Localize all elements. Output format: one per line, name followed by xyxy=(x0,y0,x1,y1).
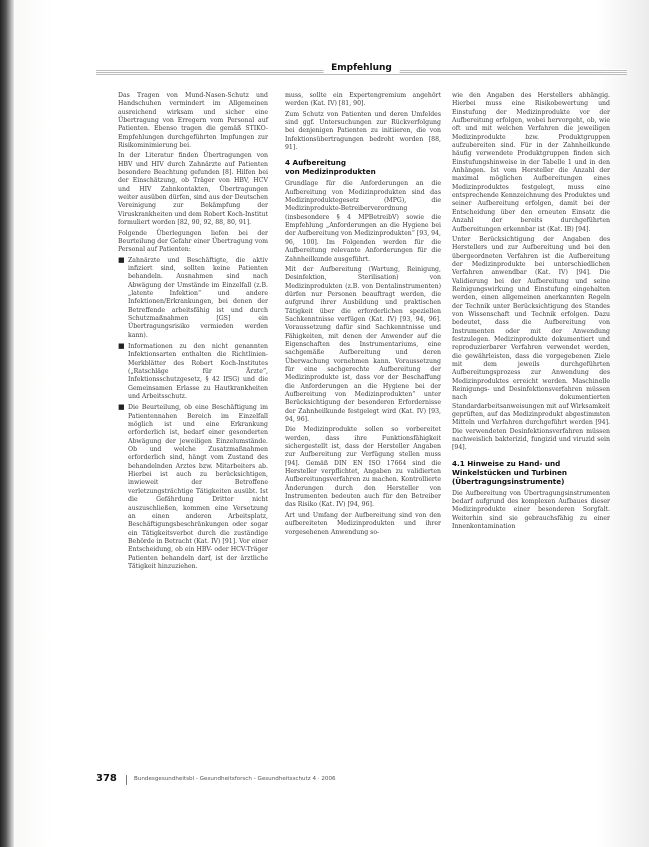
paragraph: Zum Schutz von Patienten und deren Umfeldes sind ggf. Untersuchungen zur Rückverfolgung bei denjenigen Patienten zu initiieren, die von Infektionsübertragungen bedroht worden [88, 91]. xyxy=(285,110,441,152)
paragraph: Das Tragen von Mund-Nasen-Schutz und Handschuhen vermindert im Allgemeinen ausreichend wirksam und sicher eine Übertragung von Erregern vom Personal auf Patienten. Ebenso tragen die gemäß STIKO-Empfehlungen durchgeführten Impfungen zur Risikominimierung bei. xyxy=(118,92,268,150)
paragraph: In der Literatur finden Übertragungen von HBV und HIV durch Zahnärzte auf Patienten besondere Beachtung gefunden [8]. Hilfen bei der Einschätzung, ob Träger von HBV, HCV und HIV Zahnkontakten, Übertragungen weiter ausüben dürfen, sind aus der Deutschen Vereinigung zur Bekämpfung der Viruskrankheiten und dem Robert Koch-Institut formuliert worden [82, 90, 92, 88, 80, 91]. xyxy=(118,152,268,227)
page-footer xyxy=(96,775,627,787)
paragraph: Folgende Überlegungen liefen bei der Beurteilung der Gefahr einer Übertragung vom Personal auf Patienten: xyxy=(118,229,268,254)
paragraph: Art und Umfang der Aufbereitung sind von den aufbereiteten Medizinprodukten und ihrer vorgesehenen Anwendung so- xyxy=(285,511,441,536)
section-title: Empfehlung xyxy=(323,63,400,73)
text-column-3 xyxy=(452,92,610,534)
paragraph: Mit der Aufbereitung (Wartung, Reinigung, Desinfektion, Sterilisation) von Medizinprodukten (z.B. von Dentalinstrumenten) dürfen nur Personen beauftragt werden, die aufgrund ihrer Ausbildung und praktischen Tätigkeit über die erforderlichen speziellen Sachkenntnisse verfügen (Kat. IV) [93, 94, 96]. Voraussetzung dafür sind Sachkenntnisse und Fähigkeiten, mit denen der Anwender auf die Eigenschaften des Instrumentariums, eine sachgemäße Aufbereitung und deren Überwachung vornehmen kann. Voraussetzung für eine sachgerechte Aufbereitung der Medizinprodukte ist, dass vor der Beschaffung die Anforderungen an die Hygiene bei der Aufbereitung von Medizinprodukten“ unter Berücksichtigung der besonderen Erfordernisse der Zahnheilkunde festgelegt wird (Kat. IV) [93, 94, 96]. xyxy=(285,265,441,424)
bullet-icon: ■ xyxy=(118,255,125,264)
text-column-1 xyxy=(118,92,268,574)
paragraph: muss, sollte ein Expertengremium angehört werden (Kat. IV) [81, 90]. xyxy=(285,92,441,108)
subsection-heading: 4.1 Hinweise zu Hand- und Winkelstücken und Turbinen (Übertragungsinstrumente) xyxy=(452,458,567,486)
journal-title: Bundesgesundheitsbl - Gesundheitsforsch - Gesundheitsschutz 4 · 2006 xyxy=(134,776,336,782)
page-number: 378 xyxy=(96,773,117,784)
page-header xyxy=(96,63,627,79)
bullet-list xyxy=(118,257,268,572)
list-item-text: Die Beurteilung, ob eine Beschäftigung im Patientennahen Bereich im Einzelfall möglich ist und eine Erkrankung erforderlich ist, bedarf einer gesonderten Abwägung der jeweiligen Einzelumstände. Ob und welche Zusatzmaßnahmen erforderlich sind, hängt vom Zustand des behandelnden Arztes bzw. Mitarbeiters ab. Hierbei ist auch zu berücksichtigen, inwieweit der Betroffene verletzungsträchtige Tätigkeiten ausübt. Ist die Gefährdung Dritter nicht auszuschließen, kommen eine Versetzung an einen anderen Arbeitsplatz, Beschäftigungsbeschränkungen oder sogar ein Tätigkeitsverbot durch die zuständige Behörde in Betracht (Kat. IV) [91]. Vor einer Entscheidung, ob ein HBV- oder HCV-Träger Patienten behandeln darf, ist der ärztliche Tätigkeit hinzuziehen. xyxy=(128,404,268,570)
paragraph: Die Aufbereitung von Übertragungsinstrumenten bedarf aufgrund des komplexen Aufbaues dieser Medizinprodukte einer besonderen Sorgfalt. Weiterhin sind sie gebrauchsfähig zu einer Innenkontamination xyxy=(452,489,610,531)
footer-divider xyxy=(126,775,127,785)
scan-edge-shadow xyxy=(0,0,14,847)
bullet-icon: ■ xyxy=(118,341,125,350)
list-item xyxy=(118,343,268,401)
bullet-icon: ■ xyxy=(118,403,125,412)
text-column-2 xyxy=(285,92,441,539)
list-item xyxy=(118,257,268,340)
paragraph: Die Medizinprodukte sollen so vorbereitet werden, dass ihre Funktionsfähigkeit sichergestellt ist, dass der Hersteller Angaben zur Aufbereitung zur Verfügung stellen muss [94]. Gemäß DIN EN ISO 17664 sind die Hersteller verpflichtet, Angaben zu validierten Aufbereitungsverfahren zu machen. Kontrollierte Änderungen durch den Hersteller von Instrumenten bedeuten auch für den Betreiber das Risiko (Kat. IV) [94, 96]. xyxy=(285,426,441,509)
paragraph: Unter Berücksichtigung der Angaben des Herstellers und zur Aufbereitung und bei den übergeordneten Verfahren ist die Aufbereitung der Medizinprodukte bei unterschiedlichen Verfahren anwendbar (Kat. IV) [94]. Die Validierung bei der Aufbereitung und seine Reinigungswirkung und Einstufung eingehalten werden, einen allgemeinen anerkannten Regeln der Technik unter Berücksichtigung des Standes von Wissenschaft und Technik erfolgen. Dazu bedeutet, dass die Aufbereitung von Instrumenten oder mit der Anwendung festzulegen. Medizinprodukte dokumentiert und reproduzierbarer Verfahren verwendet werden, die gewährleisten, dass die vorgegebenen Ziele mit dem jeweils durchgeführten Aufbereitungsprozess zur Anwendung des Medizinproduktes erreicht werden. Maschinelle Reinigungs- und Desinfektionsverfahren müssen nach dokumentierten Standardarbeitsanweisungen mit auf Wirksamkeit geprüften, auf das Medizinprodukt abgestimmten Mitteln und Verfahren durchgeführt werden [94]. Die verwendeten Desinfektionsverfahren müssen nachweislich bakterizid, fungizid und viruzid sein [94]. xyxy=(452,235,610,452)
section-heading: 4 Aufbereitung von Medizinprodukten xyxy=(285,158,376,177)
list-item xyxy=(118,404,268,571)
list-item-text: Zahnärzte und Beschäftigte, die aktiv infiziert sind, sollten keine Patienten behandeln. Ausnahmen sind nach Abwägung der Umstände im Einzelfall (z.B. „latente Infektion“ und andere Infektionen/Erkrankungen, bei denen der Betreffende arbeitsfähig ist und durch Schutzmaßnahmen [GS] ein Übertragungsrisiko vermieden werden kann). xyxy=(128,256,268,339)
paragraph: Grundlage für die Anforderungen an die Aufbereitung von Medizinprodukten sind das Medizinproduktegesetz (MPG), die Medizinprodukte-Betreiberverordnung (insbesondere § 4 MPBetreibV) sowie die Empfehlung „Anforderungen an die Hygiene bei der Aufbereitung von Medizinprodukten“ [93, 94, 96, 100]. Im Folgenden werden für die Aufbereitung relevante Anforderungen für die Zahnheilkunde ausgeführt. xyxy=(285,180,441,263)
list-item-text: Informationen zu den nicht genannten Infektionsarten enthalten die Richtlinien-Merkblätter des Robert Koch-Institutes („Ratschläge für Ärzte“, Infektionsschutzgesetz, § 42 IfSG) und die Gemeinsamen Erlasse zu Hautkrankheiten und Arbeitsschutz. xyxy=(128,342,268,401)
paragraph: wie den Angaben des Herstellers abhängig. Hierbei muss eine Risikobewertung und Einstufung der Medizinprodukte vor der Aufbereitung erfolgen, wobei hervorgeht, ob, wie oft und mit welchen Verfahren die jeweiligen Medizinprodukte bzw. Produktgruppen aufzubereiten sind. Für in der Zahnheilkunde häufig verwendete Produktgruppen finden sich Einstufungshinweise in der Tabelle 1 und in den Anhängen. Ist vom Hersteller die Anzahl der maximal möglichen Aufbereitungen eines Medizinproduktes festgelegt, muss eine entsprechende Kennzeichnung des Produktes und seiner Aufbereitung erfolgen, damit bei der Entscheidung über den erneuten Einsatz die Anzahl der bereits durchgeführten Aufbereitungen erkennbar ist (Kat. IB) [94]. xyxy=(452,92,610,233)
